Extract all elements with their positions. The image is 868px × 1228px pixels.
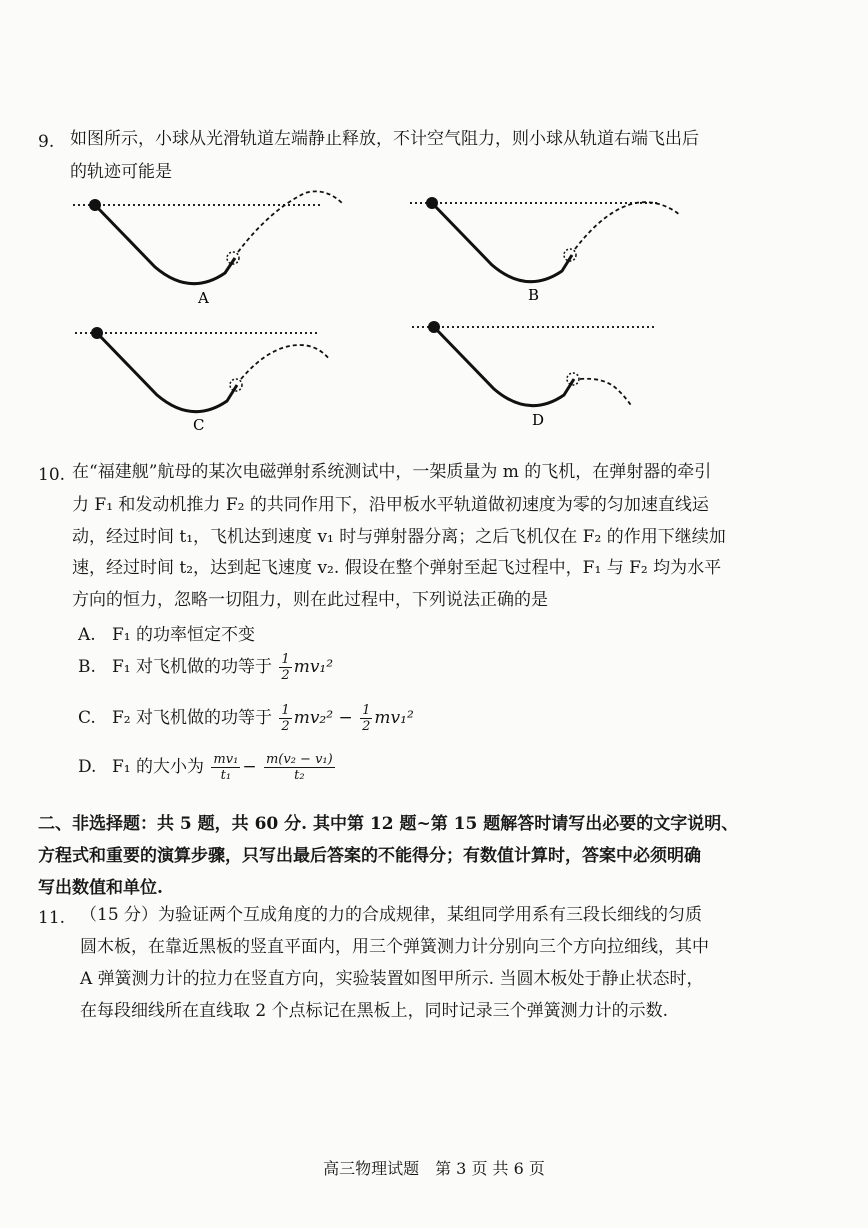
option-c-label: C. — [78, 708, 96, 728]
section-2-line-1: 二、非选择题：共 5 题，共 60 分. 其中第 12 题~第 15 题解答时请写出必要的文字说明、 — [38, 814, 739, 834]
option-a-text: F₁ 的功率恒定不变 — [112, 625, 256, 645]
question-9-line-1: 如图所示，小球从光滑轨道左端静止释放，不计空气阻力，则小球从轨道右端飞出后 — [70, 129, 699, 149]
option-d-fraction-1 — [211, 752, 240, 783]
figure-option-a — [73, 191, 342, 307]
trajectory-figure — [0, 185, 868, 445]
option-c-fraction-2 — [360, 703, 372, 734]
fraction-denominator: t₁ — [220, 768, 232, 783]
option-c-fraction-1 — [279, 703, 291, 734]
question-10-line-2: 力 F₁ 和发动机推力 F₂ 的共同作用下，沿甲板水平轨道做初速度为零的匀加速直线运 — [72, 495, 709, 515]
option-c-tail: mv₁² — [374, 708, 414, 728]
question-10-number: 10. — [38, 465, 66, 485]
option-b-tail: mv₁² — [293, 657, 334, 677]
option-b-fraction — [279, 652, 291, 683]
figure-label-d: D — [532, 411, 545, 429]
section-2-line-3: 写出数值和单位. — [38, 878, 163, 898]
fraction-numerator: 1 — [281, 703, 290, 718]
section-2-line-2: 方程式和重要的演算步骤，只写出最后答案的不能得分；有数值计算时，答案中必须明确 — [38, 846, 701, 866]
option-a — [78, 620, 255, 645]
figure-option-c — [75, 327, 330, 434]
figure-option-b — [410, 197, 680, 304]
option-d-mid: − — [242, 757, 257, 777]
option-b-text: F₁ 对飞机做的功等于 — [112, 657, 273, 677]
question-10-line-5: 方向的恒力，忽略一切阻力，则在此过程中，下列说法正确的是 — [72, 590, 548, 610]
question-9-number: 9. — [38, 132, 55, 152]
option-c-mid: mv₂² − — [293, 708, 353, 728]
fraction-numerator: m(v₂ − v₁) — [265, 752, 333, 767]
fraction-denominator: 2 — [362, 719, 371, 734]
fraction-denominator: t₂ — [294, 768, 305, 783]
fraction-numerator: mv₁ — [213, 752, 239, 767]
question-11-line-2: 圆木板，在靠近黑板的竖直平面内，用三个弹簧测力计分别向三个方向拉细线，其中 — [80, 937, 709, 957]
option-d-fraction-2 — [264, 752, 335, 783]
question-10-line-4: 速，经过时间 t₂，达到起飞速度 v₂. 假设在整个弹射至起飞过程中，F₁ 与 F₂ 均为水平 — [72, 558, 722, 578]
figure-option-d — [412, 321, 655, 429]
fraction-denominator: 2 — [281, 668, 290, 683]
figure-label-c: C — [193, 416, 205, 434]
question-9-line-2: 的轨迹可能是 — [70, 162, 172, 182]
fraction-numerator: 1 — [362, 703, 371, 718]
option-d — [78, 752, 337, 783]
question-11-line-1: （15 分）为验证两个互成角度的力的合成规律，某组同学用系有三段长细线的匀质 — [80, 905, 703, 925]
option-d-label: D. — [78, 757, 97, 777]
option-c — [78, 703, 414, 734]
question-11-line-3: A 弹簧测力计的拉力在竖直方向，实验装置如图甲所示. 当圆木板处于静止状态时， — [80, 969, 704, 989]
option-d-text: F₁ 的大小为 — [112, 757, 205, 777]
option-c-text: F₂ 对飞机做的功等于 — [112, 708, 273, 728]
figure-label-a: A — [198, 289, 209, 307]
fraction-numerator: 1 — [281, 652, 290, 667]
option-a-label: A. — [78, 625, 96, 645]
fraction-denominator: 2 — [281, 719, 290, 734]
page-footer: 高三物理试题 第 3 页 共 6 页 — [323, 1159, 545, 1178]
question-10-line-1: 在“福建舰”航母的某次电磁弹射系统测试中，一架质量为 m 的飞机，在弹射器的牵引 — [72, 462, 712, 482]
option-b-label: B. — [78, 657, 96, 677]
question-10-line-3: 动，经过时间 t₁，飞机达到速度 v₁ 时与弹射器分离；之后飞机仅在 F₂ 的作用下继续加 — [72, 527, 726, 547]
option-b — [78, 652, 333, 683]
question-11-line-4: 在每段细线所在直线取 2 个点标记在黑板上，同时记录三个弹簧测力计的示数. — [80, 1001, 669, 1021]
question-11-number: 11. — [38, 908, 66, 928]
figure-label-b: B — [528, 286, 540, 304]
